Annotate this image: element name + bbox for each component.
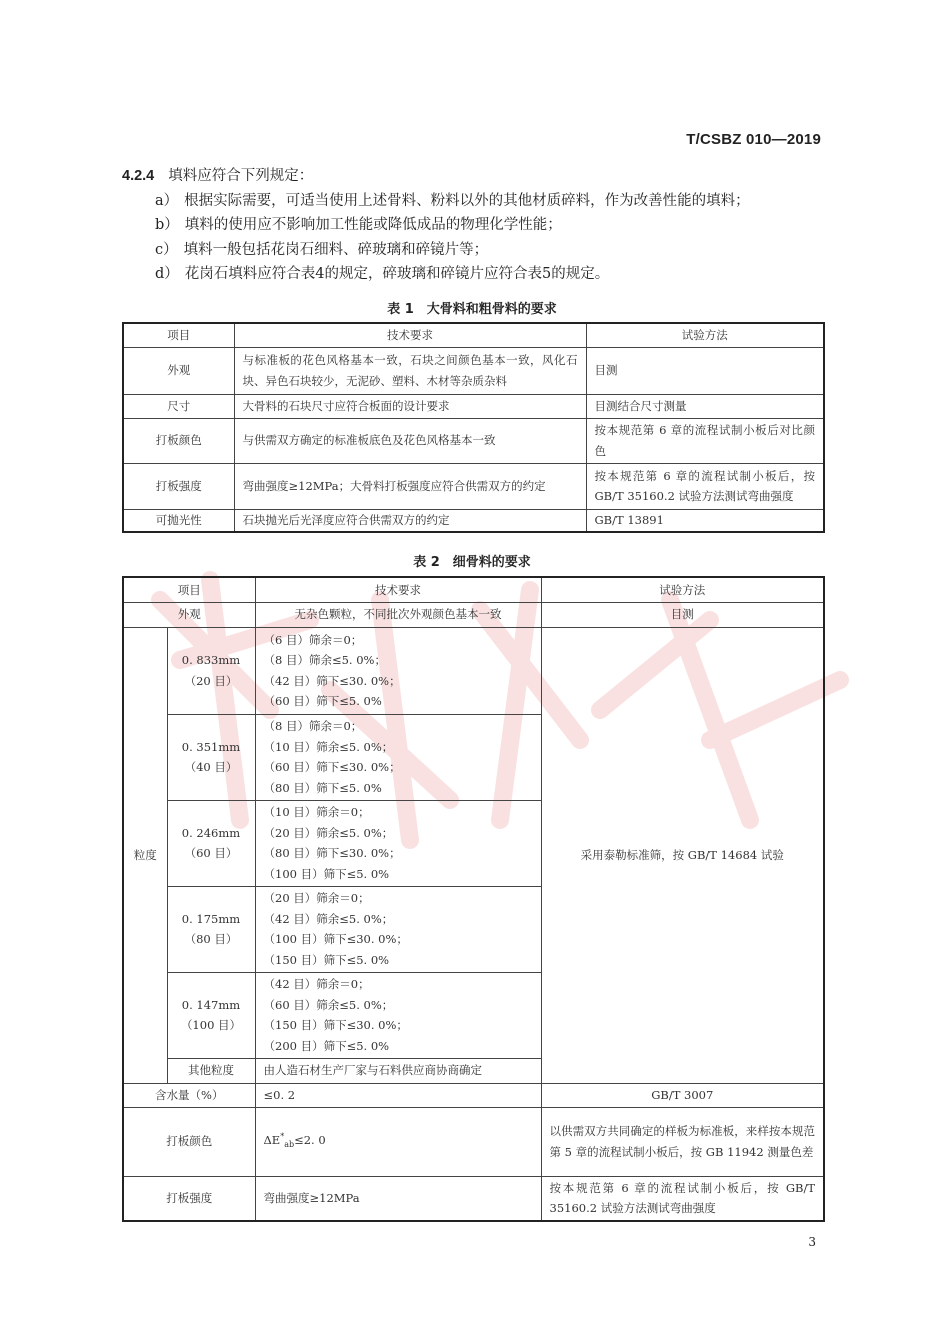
item-cell: 打板强度 <box>123 463 234 509</box>
method-cell: 采用泰勒标准筛，按 GB/T 14684 试验 <box>541 627 824 1083</box>
method-cell: GB/T 3007 <box>541 1083 824 1107</box>
table1-caption: 表 1 大骨料和粗骨料的要求 <box>387 302 557 317</box>
sieve-line: （100 目）筛下≤30. 0%； <box>263 932 408 946</box>
item-cell: 可抛光性 <box>123 509 234 532</box>
sieve-line: （42 目）筛余＝0； <box>263 977 370 991</box>
table-row <box>123 1083 824 1107</box>
sieve-spec-cell <box>255 714 541 800</box>
grain-size: 0. 246mm <box>181 825 241 840</box>
delta-e-symbol: ΔE <box>263 1133 281 1148</box>
sieve-line: （80 目）筛下≤5. 0% <box>263 780 382 795</box>
standard-code: T/CSBZ 010—2019 <box>686 131 821 148</box>
requirement-cell: 石块抛光后光泽度应符合供需双方的约定 <box>234 509 586 532</box>
grain-size-cell: 其他粒度 <box>167 1058 255 1083</box>
table2-caption: 表 2 细骨料的要求 <box>413 555 531 570</box>
sieve-line: （60 目）筛下≤5. 0% <box>263 694 382 708</box>
sieve-line: （60 目）筛下≤30. 0%； <box>263 760 401 774</box>
requirement-cell: 与标准板的花色风格基本一致，石块之间颜色基本一致，风化石块、异色石块较少，无泥砂、塑料、木材等杂质杂料 <box>234 347 586 394</box>
table2 <box>122 576 825 1222</box>
sieve-line: （10 目）筛余＝0； <box>263 805 370 819</box>
delta-e-sup: * <box>280 1132 285 1142</box>
sieve-line: （8 目）筛余＝0； <box>263 719 363 733</box>
item-text: 花岗石填料应符合表4的规定，碎玻璃和碎镜片应符合表5的规定。 <box>184 266 610 282</box>
grain-size-cell <box>167 627 255 714</box>
requirement-cell: 无杂色颗粒，不同批次外观颜色基本一致 <box>255 602 541 627</box>
header-cell: 技术要求 <box>255 577 541 602</box>
sieve-line: （42 目）筛余≤5. 0%； <box>263 911 394 926</box>
grain-label-cell: 粒度 <box>123 627 167 1083</box>
table-row <box>123 394 824 418</box>
sieve-line: （100 目）筛下≤5. 0% <box>263 866 390 881</box>
table-row <box>123 1107 824 1176</box>
clause-4-2-4 <box>122 164 822 287</box>
clause-number: 4.2.4 <box>122 168 155 184</box>
requirement-cell: 弯曲强度≥12MPa <box>255 1176 541 1221</box>
sieve-spec-cell <box>255 800 541 886</box>
item-cell: 打板颜色 <box>123 1107 255 1176</box>
table-row <box>123 418 824 463</box>
sieve-line: （10 目）筛余≤5. 0%； <box>263 739 394 754</box>
sieve-line: （20 目）筛余≤5. 0%； <box>263 825 394 840</box>
table-row <box>123 347 824 394</box>
sieve-line: （80 目）筛下≤30. 0%； <box>263 846 401 860</box>
sieve-line: （20 目）筛余＝0； <box>263 891 370 905</box>
header-cell: 试验方法 <box>541 577 824 602</box>
method-cell: 以供需双方共同确定的样板为标准板，来样按本规范第 5 章的流程试制小板后，按 GB 11942 测量色差 <box>541 1107 824 1176</box>
sieve-line: （42 目）筛下≤30. 0%； <box>263 673 401 688</box>
delta-e-sub: ab <box>284 1140 295 1150</box>
grain-size: 0. 175mm <box>181 911 241 926</box>
item-label: b） <box>155 217 179 233</box>
item-cell: 尺寸 <box>123 394 234 418</box>
grain-size-cell <box>167 800 255 886</box>
item-text: 填料一般包括花岗石细料、碎玻璃和碎镜片等； <box>183 241 489 258</box>
item-label: a） <box>155 192 179 209</box>
requirement-cell: 与供需双方确定的标准板底色及花色风格基本一致 <box>234 418 586 463</box>
table-row <box>123 627 824 714</box>
table-header-row <box>123 323 824 347</box>
sieve-spec-cell <box>255 627 541 714</box>
sieve-spec-cell <box>255 972 541 1058</box>
grain-mesh: （100 目） <box>180 1018 242 1032</box>
page-number: 3 <box>808 1235 816 1249</box>
item-cell: 含水量（%） <box>123 1083 255 1107</box>
sieve-line: （6 目）筛余＝0； <box>263 632 363 647</box>
clause-item <box>122 213 822 238</box>
header-cell: 项目 <box>123 323 234 347</box>
table-row <box>123 602 824 627</box>
grain-mesh: （20 目） <box>184 673 238 688</box>
requirement-cell: 由人造石材生产厂家与石料供应商协商确定 <box>255 1058 541 1083</box>
clause-item <box>122 189 822 214</box>
item-cell: 外观 <box>123 347 234 394</box>
method-cell: 按本规范第 6 章的流程试制小板后，按 GB/T 35160.2 试验方法测试弯曲强度 <box>541 1176 824 1221</box>
grain-size-cell <box>167 886 255 972</box>
requirement-cell: 弯曲强度≥12MPa；大骨料打板强度应符合供需双方的约定 <box>234 463 586 509</box>
clause-item <box>122 238 822 263</box>
method-cell: 目测结合尺寸测量 <box>586 394 824 418</box>
item-cell: 打板颜色 <box>123 418 234 463</box>
requirement-cell <box>255 1107 541 1176</box>
table-row <box>123 1176 824 1221</box>
grain-mesh: （80 目） <box>184 932 238 946</box>
method-cell: GB/T 13891 <box>586 509 824 532</box>
method-cell: 按本规范第 6 章的流程试制小板后对比颜色 <box>586 418 824 463</box>
requirement-cell: ≤0. 2 <box>255 1083 541 1107</box>
item-label: d） <box>155 266 179 282</box>
table1 <box>122 322 825 533</box>
clause-title: 填料应符合下列规定： <box>168 168 314 184</box>
clause-item <box>122 262 822 287</box>
item-label: c） <box>155 241 178 258</box>
item-text: 根据实际需要，可适当使用上述骨料、粉料以外的其他材质碎料，作为改善性能的填料； <box>184 192 750 209</box>
sieve-line: （8 目）筛余≤5. 0%； <box>263 653 386 667</box>
header-cell: 技术要求 <box>234 323 586 347</box>
table-header-row <box>123 577 824 602</box>
header-cell: 项目 <box>123 577 255 602</box>
item-cell: 外观 <box>123 602 255 627</box>
header-cell: 试验方法 <box>586 323 824 347</box>
sieve-line: （60 目）筛余≤5. 0%； <box>263 997 394 1012</box>
grain-size: 0. 833mm <box>181 653 241 667</box>
sieve-spec-cell <box>255 886 541 972</box>
sieve-line: （150 目）筛下≤5. 0% <box>263 952 390 967</box>
grain-size-cell <box>167 714 255 800</box>
sieve-line: （150 目）筛下≤30. 0%； <box>263 1018 408 1032</box>
sieve-line: （200 目）筛下≤5. 0% <box>263 1038 390 1053</box>
table-row <box>123 509 824 532</box>
method-cell: 目测 <box>586 347 824 394</box>
table-row <box>123 463 824 509</box>
grain-mesh: （40 目） <box>184 760 238 774</box>
item-cell: 打板强度 <box>123 1176 255 1221</box>
grain-size-cell <box>167 972 255 1058</box>
grain-mesh: （60 目） <box>184 846 238 860</box>
requirement-cell: 大骨料的石块尺寸应符合板面的设计要求 <box>234 394 586 418</box>
method-cell: 按本规范第 6 章的流程试制小板后，按 GB/T 35160.2 试验方法测试弯曲强度 <box>586 463 824 509</box>
method-cell: 目测 <box>541 602 824 627</box>
item-text: 填料的使用应不影响加工性能或降低成品的物理化学性能； <box>184 217 562 233</box>
delta-e-value: ≤2. 0 <box>294 1133 326 1148</box>
grain-size: 0. 351mm <box>181 739 241 754</box>
clause-heading <box>122 164 822 189</box>
grain-size: 0. 147mm <box>181 997 241 1012</box>
